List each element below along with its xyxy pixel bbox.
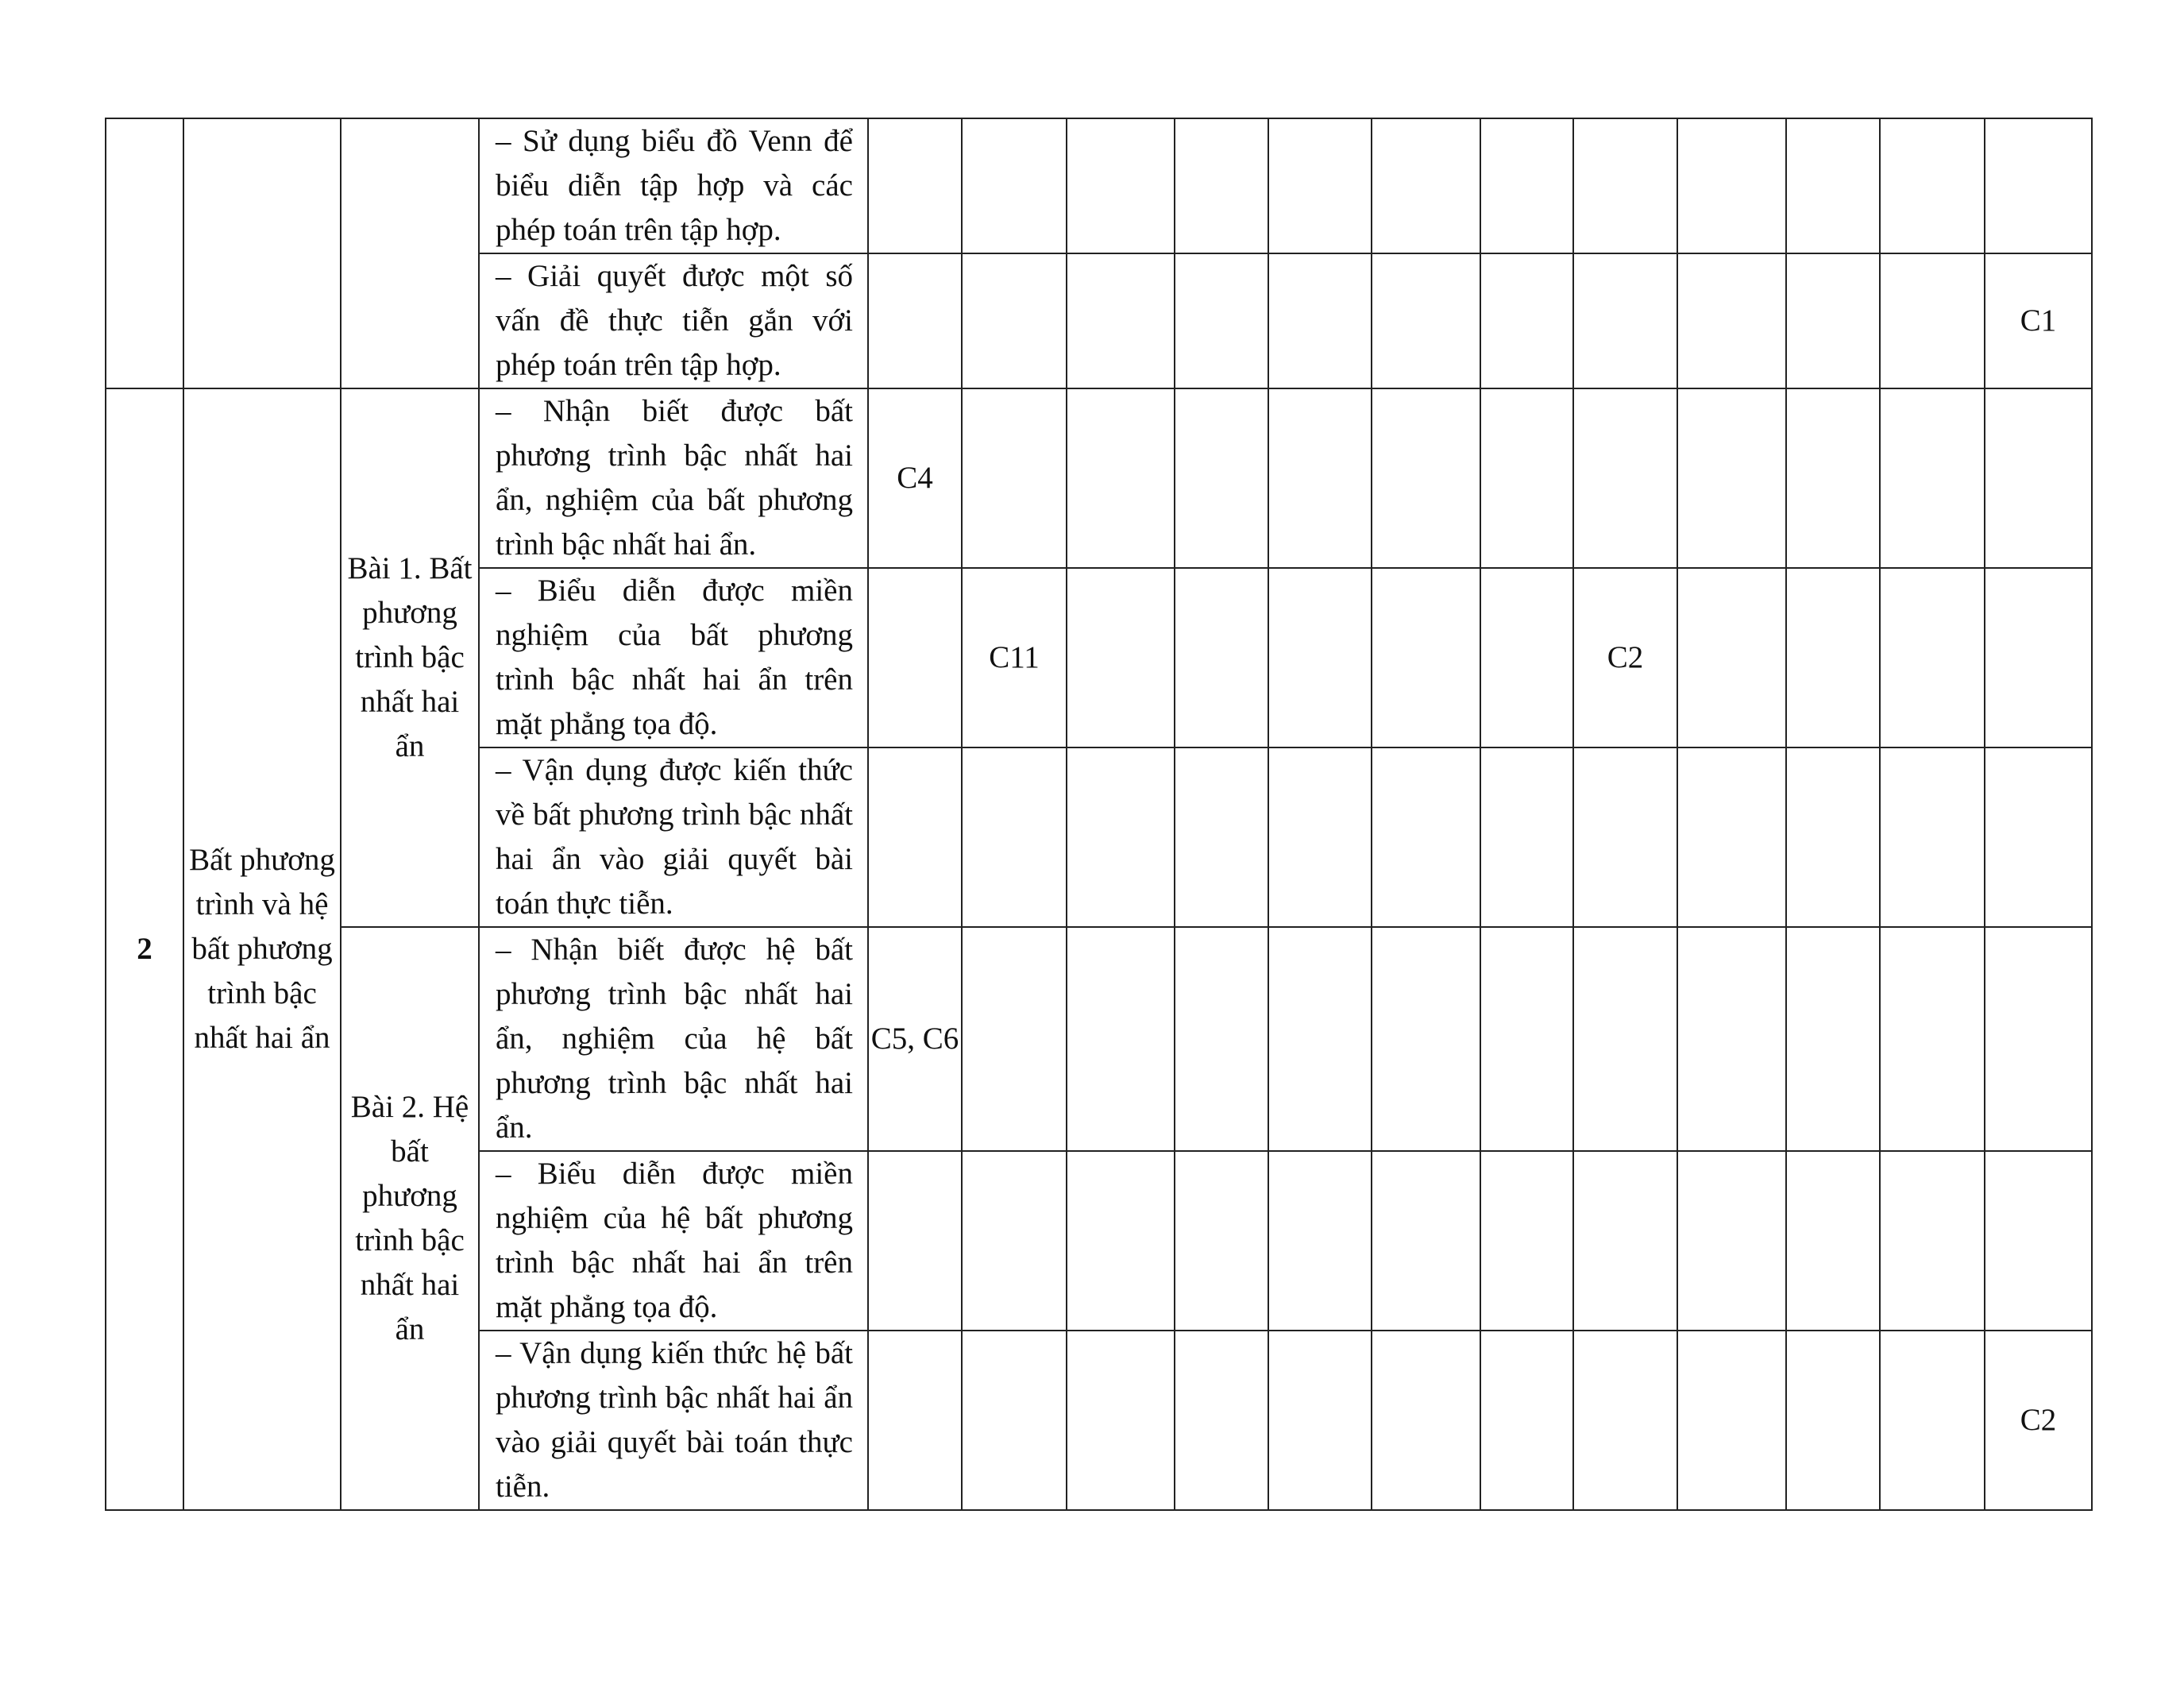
level-cell <box>962 927 1067 1151</box>
level-cell <box>1480 927 1573 1151</box>
level-cell <box>868 118 962 253</box>
level-cell <box>962 388 1067 568</box>
level-cell <box>1786 388 1880 568</box>
level-cell <box>1480 1331 1573 1510</box>
level-cell <box>1677 1331 1786 1510</box>
level-cell <box>868 1151 962 1331</box>
requirement-cell: – Vận dụng được kiến thức về bất phương trình bậc nhất hai ẩn vào giải quyết bài toán thực tiễn. <box>479 747 868 927</box>
requirement-cell: – Sử dụng biểu đồ Venn để biểu diễn tập hợp và các phép toán trên tập hợp. <box>479 118 868 253</box>
level-cell <box>1985 927 2092 1151</box>
level-cell <box>1372 747 1480 927</box>
level-cell <box>1985 118 2092 253</box>
requirement-cell: – Biểu diễn được miền nghiệm của hệ bất phương trình bậc nhất hai ẩn trên mặt phẳng tọa độ. <box>479 1151 868 1331</box>
section-index-cell <box>106 118 183 388</box>
level-cell <box>1067 388 1175 568</box>
level-cell <box>1786 1331 1880 1510</box>
level-cell <box>868 747 962 927</box>
level-cell <box>962 118 1067 253</box>
level-cell <box>1573 253 1677 388</box>
level-cell <box>1372 927 1480 1151</box>
level-cell: C1 <box>1985 253 2092 388</box>
level-cell: C5, C6 <box>868 927 962 1151</box>
topic-cell: Bất phương trình và hệ bất phương trình bậc nhất hai ẩn <box>183 388 341 1510</box>
level-cell <box>1268 568 1372 747</box>
level-cell <box>1786 568 1880 747</box>
level-cell <box>1786 927 1880 1151</box>
table-row <box>106 388 2092 568</box>
level-cell <box>1985 568 2092 747</box>
lesson-title-cell: Bài 2. Hệ bất phương trình bậc nhất hai ẩn <box>341 927 479 1510</box>
topic-cell <box>183 118 341 388</box>
level-cell <box>1880 747 1985 927</box>
level-cell <box>1677 927 1786 1151</box>
section-index-cell: 2 <box>106 388 183 1510</box>
level-cell <box>868 1331 962 1510</box>
level-cell <box>1175 388 1268 568</box>
level-cell <box>962 253 1067 388</box>
level-cell <box>1677 118 1786 253</box>
level-cell <box>1480 1151 1573 1331</box>
level-cell <box>1480 568 1573 747</box>
level-cell <box>868 253 962 388</box>
level-cell <box>1880 253 1985 388</box>
level-cell <box>1573 1331 1677 1510</box>
level-cell <box>1573 1151 1677 1331</box>
level-cell <box>1175 1151 1268 1331</box>
level-cell <box>1372 253 1480 388</box>
level-cell <box>1677 388 1786 568</box>
level-cell <box>1067 747 1175 927</box>
level-cell <box>1067 118 1175 253</box>
level-cell <box>1786 1151 1880 1331</box>
level-cell <box>1067 927 1175 1151</box>
level-cell <box>1067 1331 1175 1510</box>
level-cell <box>1372 1331 1480 1510</box>
level-cell <box>1372 118 1480 253</box>
level-cell <box>1372 568 1480 747</box>
table-row <box>106 118 2092 253</box>
level-cell <box>1573 118 1677 253</box>
level-cell <box>1880 1151 1985 1331</box>
level-cell <box>962 747 1067 927</box>
level-cell <box>1268 1151 1372 1331</box>
level-cell <box>1268 1331 1372 1510</box>
level-cell <box>1880 388 1985 568</box>
level-cell <box>1880 927 1985 1151</box>
level-cell <box>1480 118 1573 253</box>
level-cell <box>1175 253 1268 388</box>
level-cell: C2 <box>1573 568 1677 747</box>
table-row <box>106 927 2092 1151</box>
level-cell <box>1786 747 1880 927</box>
level-cell <box>1573 747 1677 927</box>
level-cell <box>1786 118 1880 253</box>
level-cell <box>1268 253 1372 388</box>
level-cell <box>1175 747 1268 927</box>
requirement-cell: – Vận dụng kiến thức hệ bất phương trình bậc nhất hai ẩn vào giải quyết bài toán thực tiễn. <box>479 1331 868 1510</box>
level-cell <box>1677 1151 1786 1331</box>
level-cell <box>1372 388 1480 568</box>
level-cell <box>1985 747 2092 927</box>
level-cell: C4 <box>868 388 962 568</box>
level-cell <box>1372 1151 1480 1331</box>
lesson-title-cell: Bài 1. Bất phương trình bậc nhất hai ẩn <box>341 388 479 927</box>
level-cell <box>1573 388 1677 568</box>
level-cell <box>1175 1331 1268 1510</box>
level-cell <box>1677 568 1786 747</box>
requirement-cell: – Giải quyết được một số vấn đề thực tiễn gắn với phép toán trên tập hợp. <box>479 253 868 388</box>
level-cell <box>1985 1151 2092 1331</box>
level-cell: C2 <box>1985 1331 2092 1510</box>
level-cell <box>868 568 962 747</box>
level-cell <box>1480 388 1573 568</box>
level-cell <box>962 1331 1067 1510</box>
level-cell: C11 <box>962 568 1067 747</box>
level-cell <box>1067 1151 1175 1331</box>
level-cell <box>1880 568 1985 747</box>
level-cell <box>1480 747 1573 927</box>
level-cell <box>1880 118 1985 253</box>
level-cell <box>1573 927 1677 1151</box>
level-cell <box>1268 388 1372 568</box>
level-cell <box>1268 927 1372 1151</box>
level-cell <box>962 1151 1067 1331</box>
lesson-cell <box>341 118 479 388</box>
requirement-cell: – Biểu diễn được miền nghiệm của bất phương trình bậc nhất hai ẩn trên mặt phẳng tọa độ. <box>479 568 868 747</box>
level-cell <box>1677 747 1786 927</box>
level-cell <box>1175 568 1268 747</box>
level-cell <box>1677 253 1786 388</box>
level-cell <box>1067 568 1175 747</box>
level-cell <box>1880 1331 1985 1510</box>
level-cell <box>1480 253 1573 388</box>
specification-matrix-table <box>105 118 2093 1511</box>
level-cell <box>1175 118 1268 253</box>
level-cell <box>1175 927 1268 1151</box>
level-cell <box>1985 388 2092 568</box>
level-cell <box>1268 747 1372 927</box>
level-cell <box>1268 118 1372 253</box>
level-cell <box>1067 253 1175 388</box>
level-cell <box>1786 253 1880 388</box>
requirement-cell: – Nhận biết được hệ bất phương trình bậc nhất hai ẩn, nghiệm của hệ bất phương trình bậc nhất hai ẩn. <box>479 927 868 1151</box>
requirement-cell: – Nhận biết được bất phương trình bậc nhất hai ẩn, nghiệm của bất phương trình bậc nhất hai ẩn. <box>479 388 868 568</box>
